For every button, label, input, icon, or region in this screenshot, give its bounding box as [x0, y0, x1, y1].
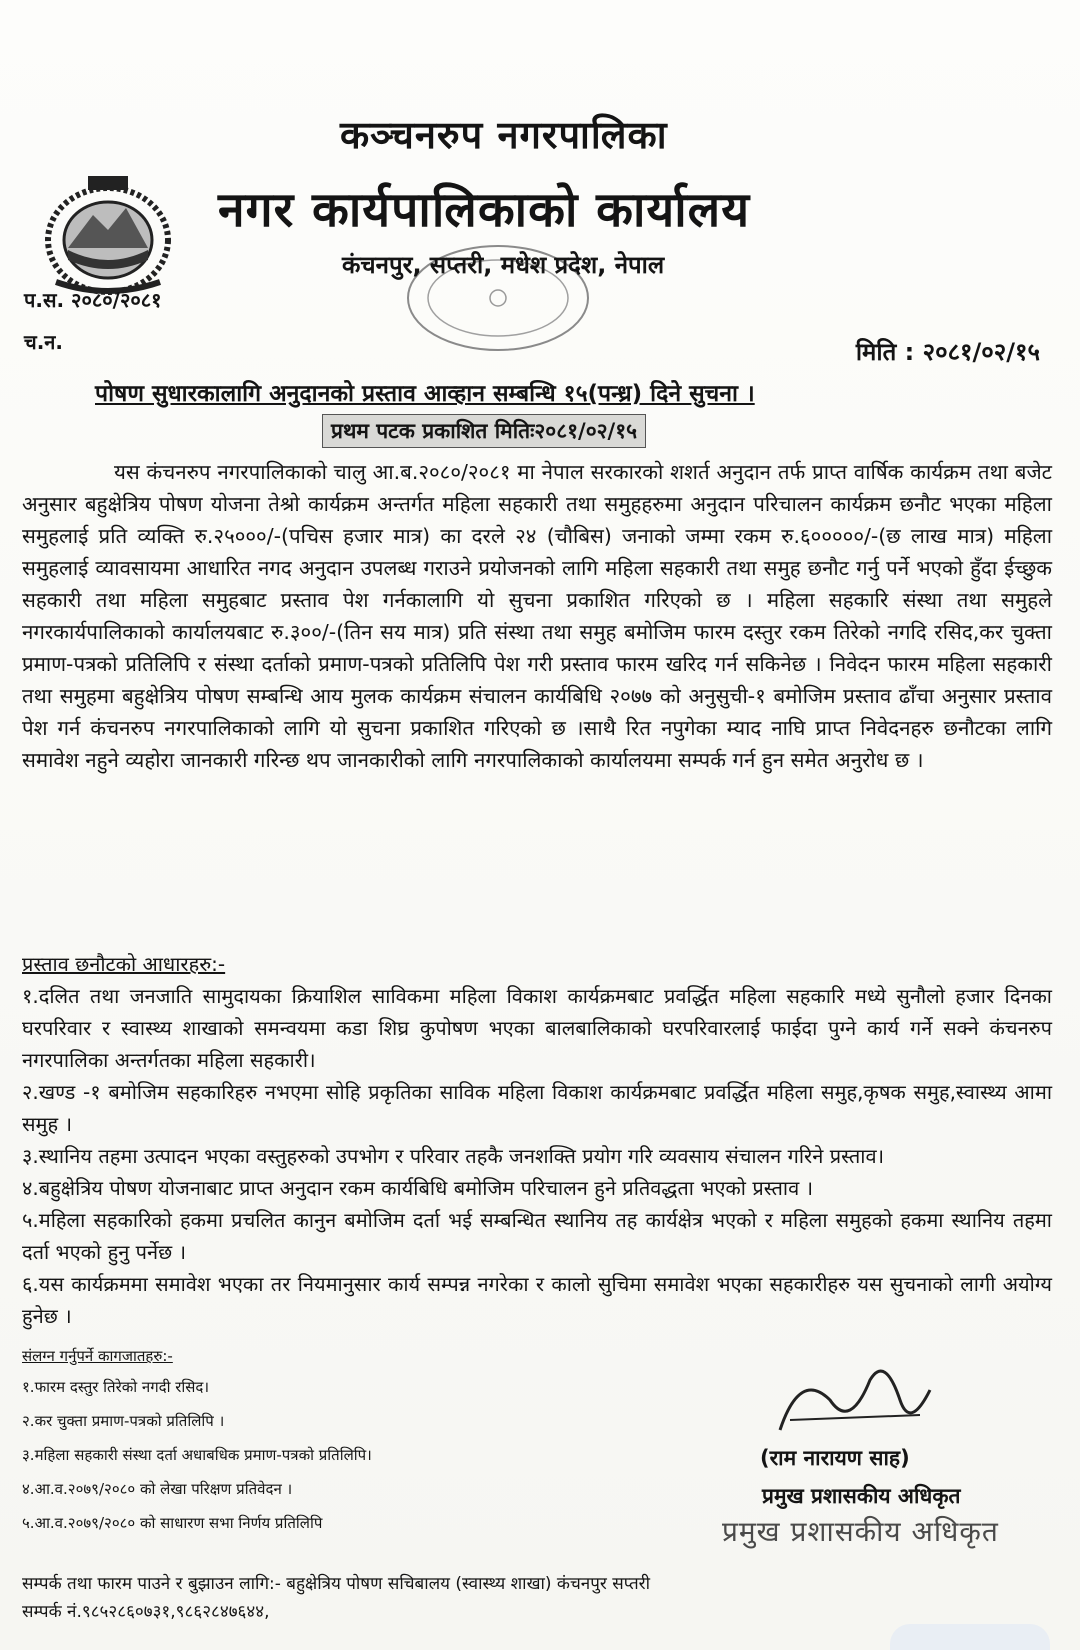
office-address: कंचनपुर, सप्तरी, मधेश प्रदेश, नेपाल — [342, 251, 665, 279]
signatory-rubber-stamp: प्रमुख प्रशासकीय अधिकृत — [722, 1515, 999, 1548]
nepal-emblem-icon — [38, 170, 178, 300]
criteria-item: २.खण्ड -१ बमोजिम सहकारिहरु नभएमा सोहि प्रकृतिका साविक महिला विकाश कार्यक्रमबाट प्रवर्द्धित महिला समुह,कृषक समुह,स्वास्थ्य आमा समुह । — [22, 1080, 1052, 1136]
signature-scribble — [760, 1360, 940, 1450]
criteria-item: ६.यस कार्यक्रममा समावेश भएका तर नियमानुसार कार्य सम्पन्न नगरेका र कालो सुचिमा समावेश भएका सहकारीहरु यस सुचनाको लागी अयोग्य हुनेछ । — [22, 1272, 1052, 1328]
criteria-list — [22, 980, 1052, 1332]
criteria-item: ४.बहुक्षेत्रिय पोषण योजनाबाट प्राप्त अनुदान रकम कार्यबिधि बमोजिम परिचालन हुने प्रतिवद्धता भएको प्रस्ताव । — [22, 1176, 814, 1200]
contact-phone: सम्पर्क नं.९८५२८६०७३१,९८६२८४७६४४, — [22, 1602, 270, 1622]
notice-body — [22, 456, 1052, 776]
document-item: १.फारम दस्तुर तिरेको नगदी रसिद। — [22, 1378, 210, 1396]
notice-body-text: यस कंचनरुप नगरपालिकाको चालु आ.ब.२०८०/२०८१ मा नेपाल सरकारको शशर्त अनुदान तर्फ प्राप्त वार्षिक कार्यक्रम तथा बजेट अनुसार बहुक्षेत्रिय पोषण योजना तेश्रो कार्यक्रम अन्तर्गत महिला सहकारी तथा समुहहरुमा अनुदान परिचालन कार्यक्रम छनौट भएका महिला समुहलाई प्रति व्यक्ति रु.२५०००/-(पचिस हजार मात्र) का दरले २४ (चौबिस) जनाको जम्मा रकम रु.६०००००/-(छ लाख मात्र) महिला समुहलाई व्यावसायमा आधारित नगद अनुदान उपलब्ध गराउने प्रयोजनको लागि महिला सहकारी तथा समुह छनौट गर्नु पर्ने भएको हुँदा ईच्छुक सहकारी तथा महिला समुहबाट प्रस्ताव पेश गर्नकालागि यो सुचना प्रकाशित गरिएको छ । महिला सहकारि संस्था तथा समुहले नगरकार्यपालिकाको कार्यालयबाट रु.३००/-(तिन सय मात्र) प्रति संस्था तथा समुह बमोजिम फारम दस्तुर रकम तिरेको नगदि रसिद,कर चुक्ता प्रमाण-पत्रको प्रतिलिपि र संस्था दर्ताको प्रमाण-पत्रको प्रतिलिपि पेश गरी प्रस्ताव फारम खरिद गर्न सकिनेछ । निवेदन फारम महिला सहकारी तथा समुहमा बहुक्षेत्रिय पोषण सम्बन्धि आय मुलक कार्यक्रम संचालन कार्यबिधि २०७७ को अनुसुची-१ बमोजिम प्रस्ताव ढाँचा अनुसार प्रस्ताव पेश गर्न कंचनरुप नगरपालिकाको लागि यो सुचना प्रकाशित गरिएको छ ।साथै रित नपुगेका म्याद नाघि प्राप्त निवेदनहरु छनौटका लागि समावेश नहुने व्यहोरा जानकारी गरिन्छ थप जानकारीको लागि नगरपालिकाको कार्यालयमा सम्पर्क गर्न हुन समेत अनुरोध छ । — [22, 460, 1052, 772]
contact-info — [22, 1570, 650, 1626]
contact-line: सम्पर्क तथा फारम पाउने र बुझाउन लागि:- बहुक्षेत्रिय पोषण सचिबालय (स्वास्थ्य शाखा) कंचनपुर सप्तरी — [22, 1574, 651, 1594]
criteria-item: ५.महिला सहकारिको हकमा प्रचलित कानुन बमोजिम दर्ता भई सम्बन्धित स्थानिय तह कार्यक्षेत्र भएको र महिला समुहको हकमा स्थानिय तहमा दर्ता भएको हुनु पर्नेछ । — [22, 1208, 1052, 1264]
criteria-item: १.दलित तथा जनजाति सामुदायका क्रियाशिल साविकमा महिला विकाश कार्यक्रमबाट प्रवर्द्धित महिला सहकारि मध्ये सुनौलो हजार दिनका घरपरिवार र स्वास्थ्य शाखाको समन्वयमा कडा शिघ्र कुपोषण भएका बालबालिकाको घरपरिवारलाई फाईदा पुग्ने कार्य गर्ने सक्ने कंचनरुप नगरपालिका अन्तर्गतका महिला सहकारी। — [22, 984, 1052, 1072]
document-item: ३.महिला सहकारी संस्था दर्ता अधाबधिक प्रमाण-पत्रको प्रतिलिपि। — [22, 1446, 372, 1464]
signatory-title: प्रमुख प्रशासकीय अधिकृत — [762, 1484, 961, 1508]
published-date-badge: प्रथम पटक प्रकाशित मितिः२०८१/०२/१५ — [322, 414, 646, 448]
signatory-name: (राम नारायण साह) — [760, 1446, 910, 1470]
municipality-name: कञ्चनरुप नगरपालिका — [340, 113, 668, 157]
notice-date: मिति : २०८१/०२/१५ — [855, 338, 1040, 366]
criteria-item: ३.स्थानिय तहमा उत्पादन भएका वस्तुहरुको उपभोग र परिवार तहकै जनशक्ति प्रयोग गरि व्यवसाय संचालन गरिने प्रस्ताव। — [22, 1144, 885, 1168]
document-item: ४.आ.व.२०७९/२०८० को लेखा परिक्षण प्रतिवेदन । — [22, 1480, 293, 1498]
documents-title: संलग्न गर्नुपर्ने कागजातहरु:- — [22, 1347, 173, 1365]
office-name: नगर कार्यपालिकाको कार्यालय — [218, 182, 751, 238]
dispatch-number: च.न. — [24, 330, 63, 354]
document-item: २.कर चुक्ता प्रमाण-पत्रको प्रतिलिपि । — [22, 1412, 225, 1430]
document-item: ५.आ.व.२०७९/२०८० को साधारण सभा निर्णय प्रतिलिपि — [22, 1514, 323, 1532]
scan-smudge — [890, 1624, 1050, 1650]
letter-ref-number: प.स. २०८०/२०८१ — [24, 288, 162, 312]
documents-list — [22, 1370, 372, 1540]
criteria-title: प्रस्ताव छनौटको आधारहरु:- — [22, 952, 226, 976]
notice-subject: पोषण सुधारकालागि अनुदानको प्रस्ताव आव्हान सम्बन्धि १५(पन्ध्र) दिने सुचना । — [95, 381, 755, 407]
